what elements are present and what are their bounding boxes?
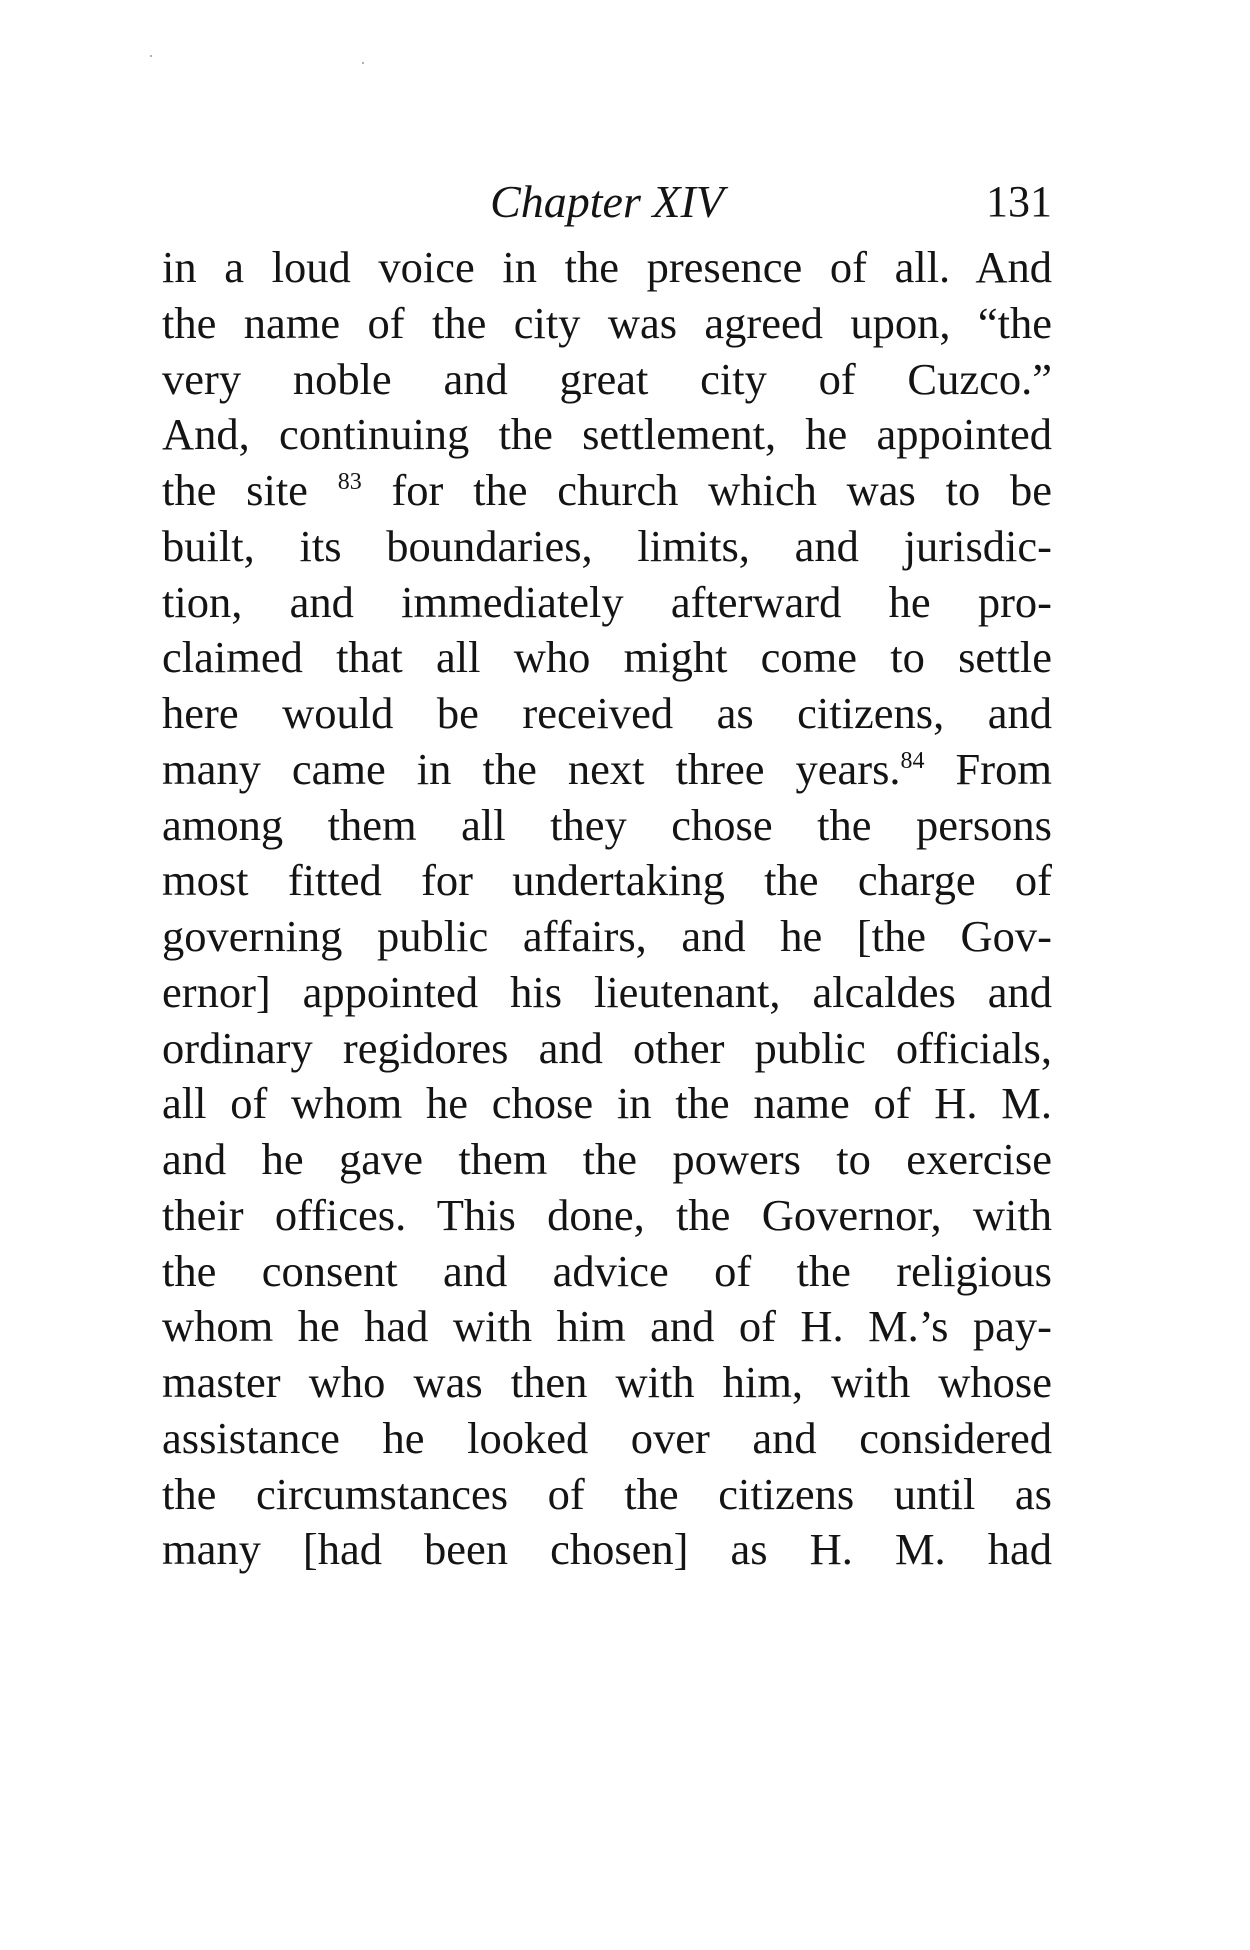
text-line: And, continuing the settlement, he appointed [162, 409, 1052, 460]
chapter-title: Chapter XIV [490, 176, 724, 227]
text-line: the name of the city was agreed upon, “the [162, 297, 1052, 348]
text-line: the consent and advice of the religious [162, 1245, 1052, 1296]
text-line: here would be received as citizens, and [162, 688, 1052, 738]
footnote-marker[interactable]: 83 [337, 469, 362, 495]
footnote-marker[interactable]: 84 [900, 747, 925, 774]
text-line [162, 463, 1052, 519]
text-line: assistance he looked over and considered [162, 1412, 1052, 1463]
text-line: governing public affairs, and he [the Gov- [162, 911, 1052, 961]
text-line: tion, and immediately afterward he pro- [162, 576, 1052, 627]
paper-speck [362, 62, 364, 64]
text-segment: From [924, 743, 1052, 794]
text-line: ordinary regidores and other public officials, [162, 1022, 1052, 1073]
body-text [162, 240, 1052, 1578]
paper-speck [150, 55, 152, 57]
text-segment: the site [162, 465, 338, 515]
text-segment: many came in the next three years. [162, 743, 901, 794]
text-line: claimed that all who might come to settle [162, 632, 1052, 683]
text-line: their offices. This done, the Governor, with [162, 1189, 1052, 1240]
text-line: and he gave them the powers to exercise [162, 1134, 1052, 1184]
text-line: built, its boundaries, limits, and jurisdic- [162, 520, 1052, 571]
text-line: many [had been chosen] as H. M. had [162, 1524, 1052, 1575]
text-line: in a loud voice in the presence of all. And [162, 242, 1052, 292]
text-line: whom he had with him and of H. M.’s pay- [162, 1301, 1052, 1352]
text-line: most fitted for undertaking the charge of [162, 855, 1052, 906]
running-head [162, 172, 1052, 232]
text-line: very noble and great city of Cuzco.” [162, 353, 1052, 404]
page-number: 131 [986, 177, 1052, 226]
text-line: among them all they chose the persons [162, 799, 1052, 850]
text-segment: for the church which was to be [361, 465, 1052, 515]
text-line: all of whom he chose in the name of H. M. [162, 1078, 1052, 1129]
text-line: master who was then with him, with whose [162, 1357, 1052, 1407]
text-line: ernor] appointed his lieutenant, alcaldes and [162, 966, 1052, 1017]
text-line [162, 742, 1052, 798]
text-line: the circumstances of the citizens until as [162, 1468, 1052, 1519]
